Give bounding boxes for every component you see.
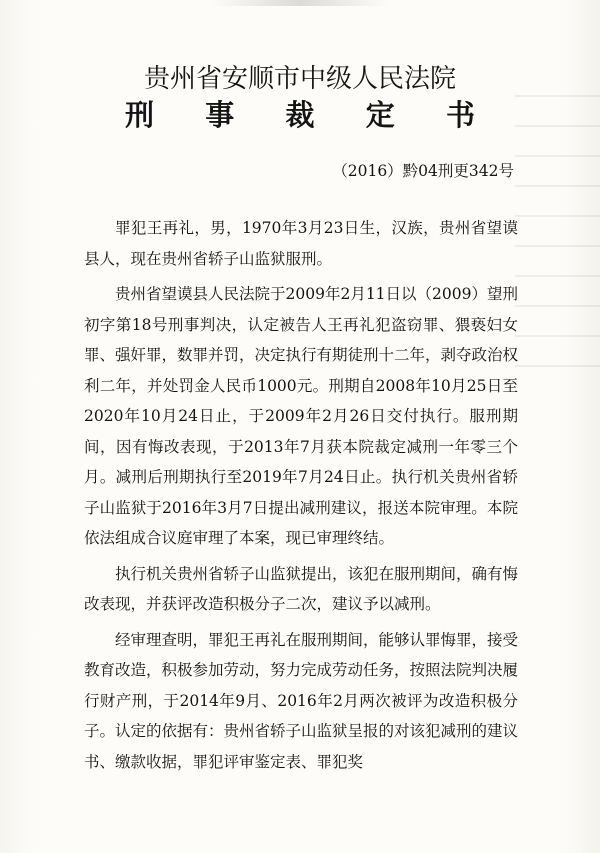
doc-type-char: 事: [205, 98, 235, 132]
bleed-through-text: [515, 95, 600, 395]
scan-artifact: [210, 0, 390, 6]
paragraph-court-findings: 经审理查明，罪犯王再礼在服刑期间，能够认罪悔罪，接受教育改造，积极参加劳动，努力完成劳动任务，按照法院判决履行财产刑，于2014年9月、2016年2月两次被评为改造积极分子。认定的依据有：贵州省轿子山监狱呈报的对该犯减刑的建议书、缴款收据，罪犯评审鉴定表、罪犯奖: [84, 630, 519, 771]
paragraph-offender-info: 罪犯王再礼，男，1970年3月23日生，汉族，贵州省望谟县人，现在贵州省轿子山监狱服刑。: [84, 219, 518, 268]
document-type-title: [125, 93, 475, 134]
document-body: [84, 213, 518, 782]
doc-type-char: 裁: [285, 98, 315, 132]
paragraph-prison-proposal: 执行机关贵州省轿子山监狱提出，该犯在服刑期间，确有悔改表现，并获评改造积极分子二次，建议予以减刑。: [84, 564, 519, 613]
paragraph-original-judgment: 贵州省望谟县人民法院于2009年2月11日以（2009）望刑初字第18号刑事判决，认定被告人王再礼犯盗窃罪、猥亵妇女罪、强奸罪，数罪并罚，决定执行有期徒刑十二年，剥夺政治权利二年，并处罚金人民币1000元。刑期自2008年10月25日至2020年10月24日止，于2009年2月26日交付执行。服刑期间，因有悔改表现，于2013年7月获本院裁定减刑一年零三个月。减刑后刑期执行至2019年7月24日止。执行机关贵州省轿子山监狱于2016年3月7日提出减刑建议，报送本院审理。本院依法组成合议庭审理了本案，现已审理终结。: [84, 285, 519, 547]
court-name: 贵州省安顺市中级人民法院: [143, 64, 456, 94]
doc-type-char: 刑: [125, 98, 155, 132]
case-number: （2016）黔04刑更342号: [332, 162, 514, 180]
doc-type-char: 定: [365, 98, 395, 132]
doc-type-char: 书: [445, 98, 475, 132]
